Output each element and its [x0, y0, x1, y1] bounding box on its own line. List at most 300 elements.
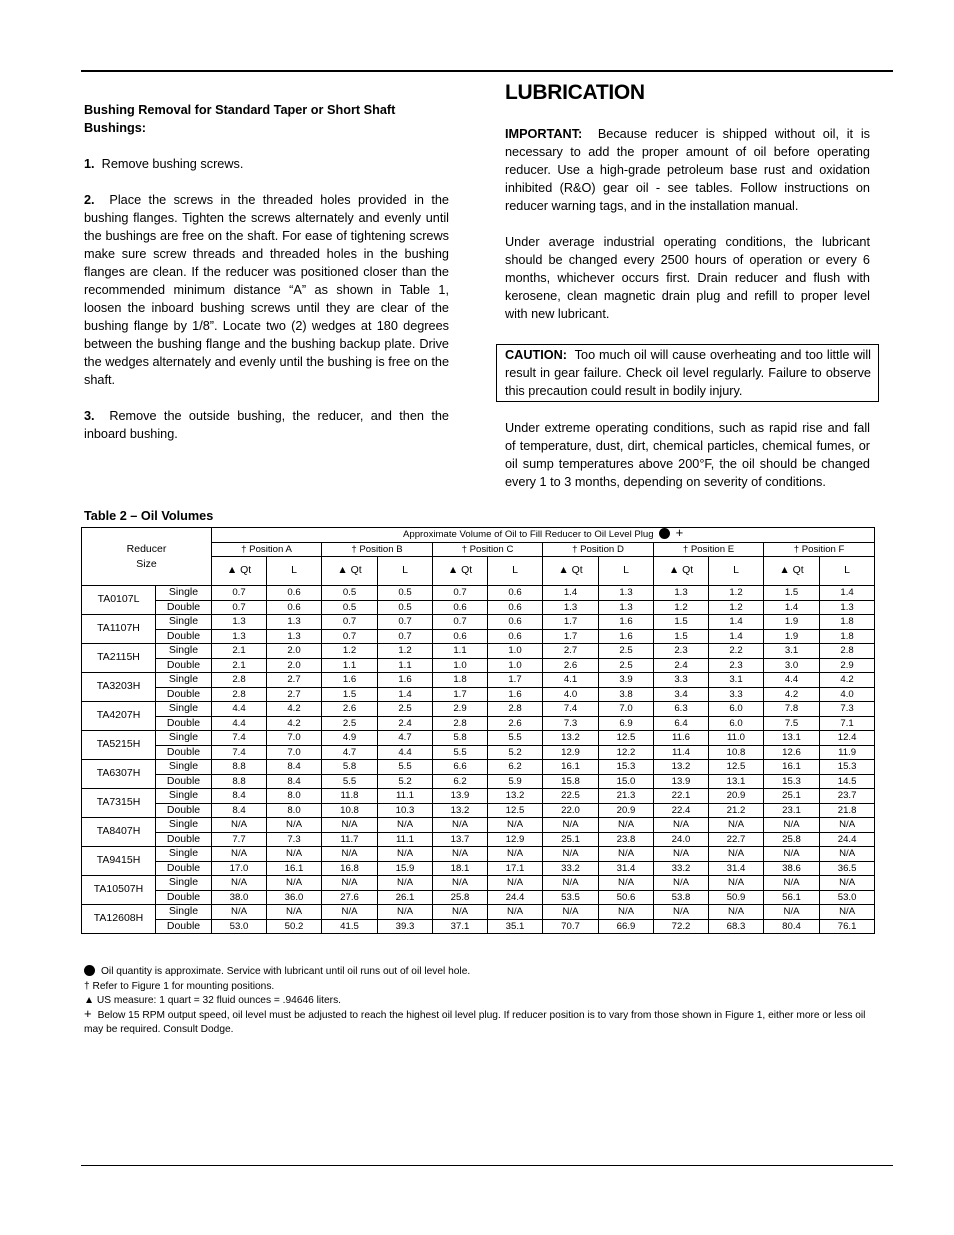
- unit-liter-header: L: [709, 557, 764, 586]
- oil-volume-cell: N/A: [488, 847, 543, 862]
- reducer-size-cell: TA9415H: [82, 847, 156, 876]
- oil-volume-cell: N/A: [378, 905, 433, 920]
- reducer-size-header: Reducer Size: [82, 528, 212, 586]
- oil-volume-cell: 21.3: [599, 789, 654, 804]
- table-row: [82, 803, 875, 818]
- oil-volume-cell: 1.7: [433, 687, 488, 702]
- oil-volume-cell: 3.4: [654, 687, 709, 702]
- oil-volume-cell: 2.5: [599, 644, 654, 659]
- reduction-type-cell: Single: [156, 615, 212, 630]
- table-row: [82, 818, 875, 833]
- oil-volume-cell: 0.6: [433, 600, 488, 615]
- oil-volume-cell: 0.6: [433, 629, 488, 644]
- oil-volume-cell: N/A: [543, 847, 599, 862]
- oil-volume-cell: 1.3: [599, 600, 654, 615]
- oil-volume-cell: 36.5: [820, 861, 875, 876]
- oil-volume-cell: 1.8: [433, 673, 488, 688]
- oil-volume-cell: 5.5: [322, 774, 378, 789]
- oil-volume-cell: 12.2: [599, 745, 654, 760]
- oil-volume-cell: N/A: [820, 847, 875, 862]
- oil-volume-cell: 1.6: [599, 629, 654, 644]
- oil-volume-cell: 20.9: [709, 789, 764, 804]
- oil-volume-cell: 15.8: [543, 774, 599, 789]
- reduction-type-cell: Double: [156, 658, 212, 673]
- oil-volume-cell: 1.3: [267, 629, 322, 644]
- oil-volume-cell: 1.1: [378, 658, 433, 673]
- oil-volume-cell: 0.6: [488, 629, 543, 644]
- oil-volume-cell: N/A: [709, 818, 764, 833]
- oil-volume-cell: 0.6: [488, 586, 543, 601]
- oil-volume-cell: N/A: [488, 818, 543, 833]
- oil-volume-cell: 3.1: [709, 673, 764, 688]
- top-rule: [81, 70, 893, 72]
- oil-volume-cell: 1.6: [322, 673, 378, 688]
- oil-volume-cell: 22.0: [543, 803, 599, 818]
- oil-volume-cell: 1.4: [543, 586, 599, 601]
- oil-volume-cell: 20.9: [599, 803, 654, 818]
- unit-liter-header: L: [820, 557, 875, 586]
- reducer-size-cell: TA2115H: [82, 644, 156, 673]
- oil-volume-cell: 80.4: [764, 919, 820, 934]
- oil-volume-cell: N/A: [267, 876, 322, 891]
- table-row: [82, 615, 875, 630]
- oil-volume-cell: 38.6: [764, 861, 820, 876]
- caution-box: CAUTION: Too much oil will cause overheating and too little will result in gear failure. Check oil level regularly. Failure to observe this precaution could result in bodily injury.: [496, 344, 879, 402]
- oil-volume-cell: N/A: [433, 847, 488, 862]
- oil-volume-cell: 2.4: [654, 658, 709, 673]
- oil-volume-cell: 13.9: [433, 789, 488, 804]
- oil-volume-cell: 4.7: [378, 731, 433, 746]
- bushing-removal-heading: Bushing Removal for Standard Taper or Short Shaft Bushings:: [84, 103, 396, 135]
- oil-volume-cell: 53.0: [820, 890, 875, 905]
- oil-volume-cell: 2.6: [543, 658, 599, 673]
- oil-volume-cell: 17.1: [488, 861, 543, 876]
- important-paragraph: IMPORTANT: Because reducer is shipped without oil, it is necessary to add the proper amount of oil before operating reducer. Use a high-grade petroleum base rust and oxidation inhibited (R&O) gear oil - see tables. Follow instructions on reducer warning tags, and in the installation manual.: [505, 127, 870, 213]
- oil-volume-cell: N/A: [820, 818, 875, 833]
- oil-volume-cell: N/A: [820, 876, 875, 891]
- lubrication-section: [505, 81, 870, 341]
- oil-volume-cell: 33.2: [654, 861, 709, 876]
- oil-volume-cell: 22.4: [654, 803, 709, 818]
- oil-volume-cell: N/A: [709, 905, 764, 920]
- oil-volume-cell: 35.1: [488, 919, 543, 934]
- table-row: [82, 890, 875, 905]
- oil-volume-cell: 15.0: [599, 774, 654, 789]
- oil-volume-cell: 1.0: [433, 658, 488, 673]
- oil-volume-cell: 1.1: [322, 658, 378, 673]
- oil-volume-cell: 7.3: [820, 702, 875, 717]
- oil-volume-cell: 11.4: [654, 745, 709, 760]
- oil-volume-cell: 1.3: [212, 615, 267, 630]
- oil-volume-cell: 27.6: [322, 890, 378, 905]
- reduction-type-cell: Single: [156, 789, 212, 804]
- oil-volume-cell: 12.4: [820, 731, 875, 746]
- oil-volume-cell: N/A: [654, 847, 709, 862]
- extreme-conditions-paragraph: Under extreme operating conditions, such as rapid rise and fall of temperature, dust, dirt, chemical particles, chemical fumes, or oil sump temperatures above 200°F, the oil should be changed every 1 to 3 months, depending on severity of conditions.: [505, 421, 870, 489]
- oil-volume-cell: 11.9: [820, 745, 875, 760]
- oil-volume-cell: 2.5: [322, 716, 378, 731]
- oil-volume-cell: 1.3: [543, 600, 599, 615]
- note-dagger: † Refer to Figure 1 for mounting positions.: [84, 980, 275, 992]
- table-row: [82, 789, 875, 804]
- reduction-type-cell: Double: [156, 774, 212, 789]
- oil-volume-cell: N/A: [764, 876, 820, 891]
- reduction-type-cell: Single: [156, 876, 212, 891]
- oil-volume-cell: 24.4: [820, 832, 875, 847]
- oil-approx-dot-icon: [659, 528, 670, 539]
- oil-volume-cell: N/A: [322, 876, 378, 891]
- oil-volume-cell: 1.9: [764, 629, 820, 644]
- table-row: [82, 919, 875, 934]
- oil-volume-cell: N/A: [212, 876, 267, 891]
- oil-volume-cell: N/A: [488, 905, 543, 920]
- unit-liter-header: L: [599, 557, 654, 586]
- position-header: † Position C: [433, 542, 543, 557]
- oil-volume-cell: 5.5: [378, 760, 433, 775]
- oil-volume-cell: N/A: [543, 818, 599, 833]
- oil-volume-cell: 1.4: [764, 600, 820, 615]
- oil-volume-cell: 2.0: [267, 644, 322, 659]
- oil-volume-cell: N/A: [433, 905, 488, 920]
- oil-volume-cell: 1.5: [654, 629, 709, 644]
- oil-volume-cell: 1.7: [543, 629, 599, 644]
- oil-volume-cell: 0.7: [378, 615, 433, 630]
- oil-volume-cell: 7.1: [820, 716, 875, 731]
- oil-volume-cell: 7.4: [543, 702, 599, 717]
- step-2: 2. Place the screws in the threaded holes provided in the bushing flanges. Tighten the screws alternately and evenly until the bushings are free on the shaft. For ease of tightening screws make sure screw threads and threaded holes in the bushing flanges are clean. If the reducer was positioned closer than the recommended minimum distance “A” as shown in Table 1, loosen the inboard bushing screws until they are clear of the bushing flange by 1/8”. Locate two (2) wedges at 180 degrees between the bushing flange and the bushing backup plate. Drive the wedges alternately and evenly until the bushing is free on the shaft.: [84, 193, 449, 387]
- oil-volume-cell: 0.5: [322, 586, 378, 601]
- oil-volume-cell: 25.1: [764, 789, 820, 804]
- average-conditions-paragraph: Under average industrial operating conditions, the lubricant should be changed every 2500 hours of operation or every 6 months, whichever occurs first. Drain reducer and flush with kerosene, clean magnetic drain plug and refill to proper level with new lubricant.: [505, 235, 870, 321]
- oil-volume-cell: 72.2: [654, 919, 709, 934]
- oil-volume-cell: 5.8: [322, 760, 378, 775]
- oil-volume-cell: 1.6: [488, 687, 543, 702]
- oil-volume-cell: N/A: [267, 818, 322, 833]
- oil-volume-cell: 1.2: [654, 600, 709, 615]
- table-row: [82, 731, 875, 746]
- unit-liter-header: L: [267, 557, 322, 586]
- position-header: † Position F: [764, 542, 875, 557]
- oil-volume-cell: 1.2: [709, 600, 764, 615]
- oil-volume-cell: 3.3: [654, 673, 709, 688]
- oil-volume-cell: N/A: [654, 818, 709, 833]
- reducer-size-cell: TA0107L: [82, 586, 156, 615]
- oil-volume-cell: 3.0: [764, 658, 820, 673]
- oil-volume-cell: 25.8: [764, 832, 820, 847]
- oil-volume-cell: 8.8: [212, 774, 267, 789]
- oil-volume-cell: 56.1: [764, 890, 820, 905]
- table-row: [82, 774, 875, 789]
- oil-volume-cell: 1.3: [267, 615, 322, 630]
- oil-volume-cell: 1.4: [820, 586, 875, 601]
- oil-volume-cell: 0.7: [212, 600, 267, 615]
- reduction-type-cell: Double: [156, 629, 212, 644]
- lubrication-title: LUBRICATION: [505, 81, 645, 104]
- reduction-type-cell: Single: [156, 905, 212, 920]
- bottom-rule: [81, 1165, 893, 1166]
- oil-volume-cell: N/A: [267, 905, 322, 920]
- oil-volume-cell: 8.4: [267, 760, 322, 775]
- oil-volume-cell: 6.6: [433, 760, 488, 775]
- oil-volume-cell: N/A: [378, 847, 433, 862]
- oil-volume-cell: 4.2: [267, 716, 322, 731]
- oil-volume-cell: 50.9: [709, 890, 764, 905]
- table-row: [82, 586, 875, 601]
- oil-volume-cell: 21.8: [820, 803, 875, 818]
- oil-volume-cell: 16.1: [764, 760, 820, 775]
- oil-volume-cell: N/A: [654, 876, 709, 891]
- oil-volume-cell: 22.5: [543, 789, 599, 804]
- oil-volume-cell: 3.3: [709, 687, 764, 702]
- oil-volume-cell: 4.9: [322, 731, 378, 746]
- reduction-type-cell: Single: [156, 702, 212, 717]
- oil-volume-cell: 21.2: [709, 803, 764, 818]
- oil-volume-cell: N/A: [764, 847, 820, 862]
- oil-volume-cell: 2.8: [488, 702, 543, 717]
- oil-volume-cell: 2.5: [378, 702, 433, 717]
- oil-volume-cell: 31.4: [709, 861, 764, 876]
- table-row: [82, 745, 875, 760]
- oil-volume-cell: N/A: [322, 905, 378, 920]
- oil-volume-cell: 0.5: [378, 586, 433, 601]
- oil-volume-cell: 5.9: [488, 774, 543, 789]
- oil-volume-cell: 11.0: [709, 731, 764, 746]
- oil-volume-cell: 1.4: [378, 687, 433, 702]
- reduction-type-cell: Single: [156, 673, 212, 688]
- oil-volume-cell: N/A: [543, 905, 599, 920]
- oil-volume-cell: N/A: [599, 876, 654, 891]
- oil-volume-cell: 10.8: [322, 803, 378, 818]
- oil-volume-cell: 25.1: [543, 832, 599, 847]
- oil-volume-cell: 66.9: [599, 919, 654, 934]
- oil-volume-cell: 4.4: [378, 745, 433, 760]
- oil-volume-cell: 26.1: [378, 890, 433, 905]
- oil-volume-cell: 6.0: [709, 716, 764, 731]
- oil-volume-cell: 53.8: [654, 890, 709, 905]
- unit-quart-header: ▲ Qt: [764, 557, 820, 586]
- reduction-type-cell: Single: [156, 818, 212, 833]
- position-header: † Position A: [212, 542, 322, 557]
- table-row: [82, 861, 875, 876]
- oil-volume-cell: 6.9: [599, 716, 654, 731]
- oil-volume-cell: 1.3: [212, 629, 267, 644]
- position-header: † Position E: [654, 542, 764, 557]
- oil-volume-cell: 2.3: [709, 658, 764, 673]
- oil-volume-cell: 1.8: [820, 629, 875, 644]
- oil-volume-cell: N/A: [599, 818, 654, 833]
- oil-volume-cell: 2.7: [267, 687, 322, 702]
- oil-volume-cell: 13.2: [488, 789, 543, 804]
- oil-volume-cell: 3.8: [599, 687, 654, 702]
- oil-volume-cell: 16.8: [322, 861, 378, 876]
- oil-volume-cell: 1.3: [654, 586, 709, 601]
- oil-volume-cell: 4.2: [764, 687, 820, 702]
- table-row: [82, 832, 875, 847]
- reducer-size-cell: TA3203H: [82, 673, 156, 702]
- oil-volume-cell: 1.3: [820, 600, 875, 615]
- oil-volume-cell: 1.3: [599, 586, 654, 601]
- note-plus: + Below 15 RPM output speed, oil level must be adjusted to reach the highest oil level plug. If reducer position is to vary from those shown in Figure 1, either more or less oil may be required. Consult Dodge.: [84, 1005, 866, 1035]
- oil-volume-cell: 7.4: [212, 731, 267, 746]
- unit-quart-header: ▲ Qt: [654, 557, 709, 586]
- oil-volume-cell: N/A: [212, 905, 267, 920]
- reduction-type-cell: Double: [156, 861, 212, 876]
- oil-volume-cell: 6.3: [654, 702, 709, 717]
- oil-volume-cell: 1.2: [709, 586, 764, 601]
- table-row: [82, 629, 875, 644]
- oil-volume-cell: 0.6: [488, 615, 543, 630]
- oil-volume-cell: N/A: [599, 847, 654, 862]
- oil-volume-cell: 41.5: [322, 919, 378, 934]
- oil-volume-cell: 2.8: [212, 687, 267, 702]
- position-header: † Position D: [543, 542, 654, 557]
- reduction-type-cell: Double: [156, 745, 212, 760]
- oil-volume-cell: 5.5: [433, 745, 488, 760]
- oil-volume-cell: 12.9: [543, 745, 599, 760]
- oil-volume-cell: 4.4: [212, 716, 267, 731]
- unit-quart-header: ▲ Qt: [322, 557, 378, 586]
- oil-volume-cell: 2.9: [820, 658, 875, 673]
- oil-volume-cell: 39.3: [378, 919, 433, 934]
- unit-quart-header: ▲ Qt: [433, 557, 488, 586]
- oil-volume-cell: N/A: [599, 905, 654, 920]
- oil-volume-cell: 31.4: [599, 861, 654, 876]
- oil-volume-cell: 0.5: [322, 600, 378, 615]
- reduction-type-cell: Single: [156, 760, 212, 775]
- oil-volume-cell: 24.4: [488, 890, 543, 905]
- oil-volume-cell: 11.1: [378, 832, 433, 847]
- table-row: [82, 687, 875, 702]
- reducer-size-cell: TA8407H: [82, 818, 156, 847]
- reduction-type-cell: Double: [156, 600, 212, 615]
- oil-volume-cell: 15.3: [820, 760, 875, 775]
- reducer-size-cell: TA6307H: [82, 760, 156, 789]
- oil-volume-cell: 1.9: [764, 615, 820, 630]
- oil-volume-cell: 1.0: [488, 658, 543, 673]
- oil-volume-cell: 5.2: [488, 745, 543, 760]
- table-row: [82, 658, 875, 673]
- oil-volume-cell: 11.7: [322, 832, 378, 847]
- reduction-type-cell: Double: [156, 716, 212, 731]
- reducer-size-cell: TA1107H: [82, 615, 156, 644]
- oil-volume-cell: 2.1: [212, 644, 267, 659]
- oil-volume-cell: 17.0: [212, 861, 267, 876]
- step-3: 3. Remove the outside bushing, the reducer, and then the inboard bushing.: [84, 409, 449, 441]
- reduction-type-cell: Double: [156, 919, 212, 934]
- oil-volume-cell: 11.8: [322, 789, 378, 804]
- oil-volume-cell: 1.5: [322, 687, 378, 702]
- oil-volume-cell: 7.3: [267, 832, 322, 847]
- oil-volume-cell: 13.9: [654, 774, 709, 789]
- reducer-size-cell: TA12608H: [82, 905, 156, 934]
- reduction-type-cell: Double: [156, 803, 212, 818]
- oil-volume-cell: 50.6: [599, 890, 654, 905]
- oil-volume-cell: 8.4: [212, 789, 267, 804]
- oil-volume-cell: 4.2: [820, 673, 875, 688]
- oil-volume-cell: 2.7: [543, 644, 599, 659]
- oil-volume-cell: 8.0: [267, 803, 322, 818]
- oil-volume-cell: 76.1: [820, 919, 875, 934]
- plus-cross-icon: +: [84, 1005, 92, 1021]
- oil-volume-cell: 37.1: [433, 919, 488, 934]
- oil-volume-cell: 0.7: [212, 586, 267, 601]
- oil-volume-cell: N/A: [212, 847, 267, 862]
- oil-volume-cell: 36.0: [267, 890, 322, 905]
- reducer-size-cell: TA10507H: [82, 876, 156, 905]
- oil-volume-cell: 38.0: [212, 890, 267, 905]
- oil-volume-cell: 4.4: [212, 702, 267, 717]
- volume-super-header: Approximate Volume of Oil to Fill Reducer to Oil Level Plug +: [212, 528, 875, 543]
- table-row: [82, 876, 875, 891]
- oil-volume-cell: 8.4: [267, 774, 322, 789]
- oil-volume-cell: 2.7: [267, 673, 322, 688]
- oil-volume-cell: 1.4: [709, 629, 764, 644]
- oil-volume-cell: 12.6: [764, 745, 820, 760]
- oil-volume-cell: 23.7: [820, 789, 875, 804]
- oil-volume-cell: N/A: [212, 818, 267, 833]
- oil-volume-cell: 8.0: [267, 789, 322, 804]
- bushing-removal-section: [84, 101, 449, 461]
- oil-volume-cell: 1.2: [322, 644, 378, 659]
- oil-volume-cell: 24.0: [654, 832, 709, 847]
- oil-volume-cell: 22.1: [654, 789, 709, 804]
- table-row: [82, 905, 875, 920]
- oil-volume-cell: 1.5: [764, 586, 820, 601]
- oil-volume-cell: 2.2: [709, 644, 764, 659]
- oil-volume-cell: 8.8: [212, 760, 267, 775]
- oil-volume-cell: 4.0: [543, 687, 599, 702]
- oil-volume-cell: N/A: [322, 818, 378, 833]
- reducer-size-cell: TA7315H: [82, 789, 156, 818]
- oil-volume-cell: 7.0: [599, 702, 654, 717]
- oil-volume-cell: N/A: [709, 847, 764, 862]
- oil-volume-cell: N/A: [709, 876, 764, 891]
- reduction-type-cell: Double: [156, 890, 212, 905]
- oil-volume-cell: 7.4: [212, 745, 267, 760]
- oil-volume-cell: 4.7: [322, 745, 378, 760]
- oil-volume-cell: 2.1: [212, 658, 267, 673]
- unit-quart-header: ▲ Qt: [212, 557, 267, 586]
- table-footnotes: [84, 965, 874, 1038]
- oil-volume-cell: 1.6: [378, 673, 433, 688]
- oil-volume-cell: 1.2: [378, 644, 433, 659]
- oil-volume-cell: 13.2: [654, 760, 709, 775]
- oil-volume-cell: 4.0: [820, 687, 875, 702]
- table-row: [82, 847, 875, 862]
- oil-volume-cell: 6.2: [488, 760, 543, 775]
- oil-volume-cell: 1.4: [709, 615, 764, 630]
- oil-volume-cell: 2.8: [433, 716, 488, 731]
- oil-volume-cell: 13.2: [433, 803, 488, 818]
- oil-volume-cell: 1.0: [488, 644, 543, 659]
- oil-volume-cell: 13.2: [543, 731, 599, 746]
- oil-volume-cell: 23.1: [764, 803, 820, 818]
- oil-approx-dot-icon: [84, 965, 95, 976]
- oil-volume-cell: 5.2: [378, 774, 433, 789]
- reduction-type-cell: Single: [156, 644, 212, 659]
- table-row: [82, 673, 875, 688]
- oil-volume-cell: N/A: [267, 847, 322, 862]
- oil-volume-cell: 1.7: [488, 673, 543, 688]
- oil-volume-cell: N/A: [764, 818, 820, 833]
- oil-volume-cell: 5.8: [433, 731, 488, 746]
- oil-volume-cell: 53.0: [212, 919, 267, 934]
- reduction-type-cell: Single: [156, 731, 212, 746]
- oil-volume-cell: N/A: [654, 905, 709, 920]
- oil-volume-cell: 7.3: [543, 716, 599, 731]
- oil-volume-cell: 10.8: [709, 745, 764, 760]
- oil-volume-cell: 6.4: [654, 716, 709, 731]
